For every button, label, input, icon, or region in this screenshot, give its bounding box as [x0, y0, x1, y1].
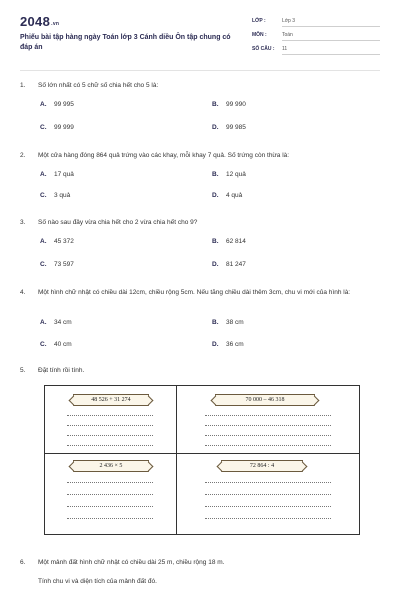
q3-option-c[interactable]: C. 73 597 [40, 261, 74, 268]
answer-line[interactable] [67, 415, 153, 416]
question-4: 4. Một hình chữ nhật có chiều dài 12cm, chiều rộng 5cm. Nếu tăng chiều dài thêm 3cm, chu vi mới của hình là: [20, 289, 351, 296]
meta-count: SỐ CÂU : 11 [252, 44, 380, 56]
calculation-grid [44, 385, 360, 535]
q4-option-b[interactable]: B. 38 cm [212, 319, 244, 326]
calc-cell-4 [177, 454, 359, 534]
q2-option-d[interactable]: D. 4 quả [212, 192, 243, 199]
answer-line[interactable] [205, 482, 331, 483]
answer-line[interactable] [67, 482, 153, 483]
q2-option-c[interactable]: C. 3 quả [40, 192, 71, 199]
q4-option-c[interactable]: C. 40 cm [40, 341, 72, 348]
calc-expression-1: 48 526 + 31 274 [73, 394, 149, 406]
q4-option-a[interactable]: A. 34 cm [40, 319, 72, 326]
meta-class: LỚP : Lớp 3 [252, 16, 380, 28]
question-6-task: Tính chu vi và diện tích của mảnh đất đó. [38, 578, 157, 585]
answer-line[interactable] [67, 494, 153, 495]
q1-option-b[interactable]: B. 99 990 [212, 101, 246, 108]
q1-option-a[interactable]: A. 99 995 [40, 101, 74, 108]
meta-subject: MÔN : Toán [252, 30, 380, 42]
calc-expression-4: 72 864 : 4 [221, 460, 303, 472]
calc-cell-3 [45, 454, 176, 534]
calc-cell-1 [45, 386, 176, 453]
question-3: 3. Số nào sau đây vừa chia hết cho 2 vừa chia hết cho 9? [20, 219, 198, 226]
q1-option-d[interactable]: D. 99 985 [212, 124, 246, 131]
answer-line[interactable] [205, 435, 331, 436]
answer-line[interactable] [67, 518, 153, 519]
site-logo[interactable]: 2048.vn [20, 14, 60, 29]
q3-option-d[interactable]: D. 81 247 [212, 261, 246, 268]
answer-line[interactable] [205, 425, 331, 426]
answer-line[interactable] [67, 445, 153, 446]
q2-option-a[interactable]: A. 17 quả [40, 171, 74, 178]
answer-line[interactable] [67, 425, 153, 426]
q2-option-b[interactable]: B. 12 quả [212, 171, 246, 178]
answer-line[interactable] [205, 445, 331, 446]
answer-line[interactable] [205, 518, 331, 519]
q3-option-b[interactable]: B. 62 814 [212, 238, 246, 245]
question-1: 1. Số lớn nhất có 5 chữ số chia hết cho 5 là: [20, 82, 159, 89]
answer-line[interactable] [67, 506, 153, 507]
answer-line[interactable] [67, 435, 153, 436]
answer-line[interactable] [205, 506, 331, 507]
q1-option-c[interactable]: C. 99 999 [40, 124, 74, 131]
answer-line[interactable] [205, 494, 331, 495]
question-2: 2. Một cửa hàng đóng 864 quả trứng vào các khay, mỗi khay 7 quả. Số trứng còn thừa là: [20, 152, 290, 159]
calc-cell-2 [177, 386, 359, 453]
calc-expression-2: 70 000 – 46 318 [215, 394, 315, 406]
header-divider [20, 70, 380, 71]
q3-option-a[interactable]: A. 45 372 [40, 238, 74, 245]
calc-expression-3: 2 436 × 5 [73, 460, 149, 472]
q4-option-d[interactable]: D. 36 cm [212, 341, 244, 348]
worksheet-header [0, 0, 400, 68]
question-6: 6. Một mảnh đất hình chữ nhật có chiều dài 25 m, chiều rộng 18 m. [20, 559, 225, 566]
worksheet-title: Phiếu bài tập hàng ngày Toán lớp 3 Cánh diều Ôn tập chung có đáp án [20, 34, 231, 51]
question-5: 5. Đặt tính rồi tính. [20, 367, 85, 374]
answer-line[interactable] [205, 415, 331, 416]
